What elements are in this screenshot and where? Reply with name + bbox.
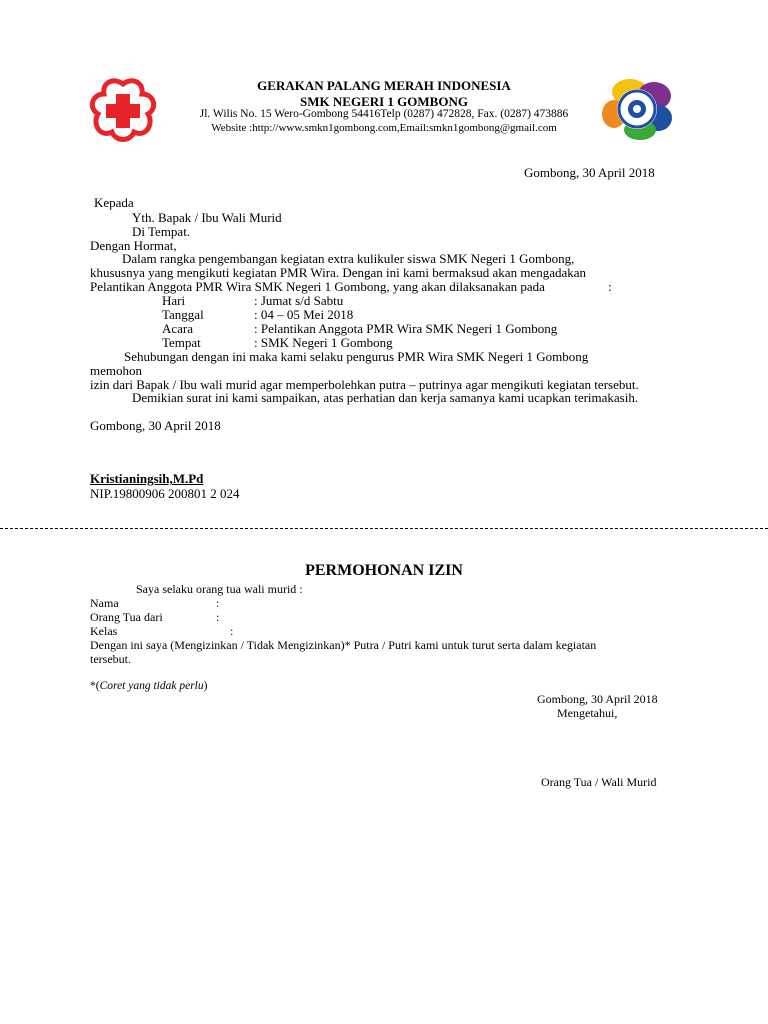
field-colon-name: : bbox=[216, 596, 220, 610]
detail-value-event: : Pelantikan Anggota PMR Wira SMK Negeri 1 Gombong bbox=[254, 321, 558, 336]
paragraph-1-colon: : bbox=[608, 279, 612, 294]
paragraph-1-line-3: Pelantikan Anggota PMR Wira SMK Negeri 1 Gombong, yang akan dilaksanakan pada bbox=[90, 279, 545, 294]
cut-line-divider bbox=[0, 528, 768, 529]
closing-line: Demikian surat ini kami sampaikan, atas perhatian dan kerja samanya kami ucapkan terimakasih. bbox=[132, 390, 639, 405]
pmi-logo-icon bbox=[88, 76, 158, 142]
field-label-name: Nama bbox=[90, 596, 119, 610]
school-website: Website :http://www.smkn1gombong.com,Email:smkn1gombong@gmail.com bbox=[211, 122, 557, 134]
recipient-place: Di Tempat. bbox=[132, 224, 191, 239]
paragraph-2-line-2: memohon bbox=[90, 363, 142, 378]
detail-value-date: : 04 – 05 Mei 2018 bbox=[254, 307, 354, 322]
statement-line-1: Dengan ini saya (Mengizinkan / Tidak Mengizinkan)* Putra / Putri kami untuk turut serta dalam kegiatan bbox=[90, 638, 597, 652]
paragraph-2-line-3: izin dari Bapak / Ibu wali murid agar memperbolehkan putra – putrinya agar mengikuti kegiatan tersebut. bbox=[90, 377, 639, 392]
school-name: SMK NEGERI 1 GOMBONG bbox=[300, 94, 468, 109]
parent-signature-label: Orang Tua / Wali Murid bbox=[541, 775, 657, 789]
greeting: Dengan Hormat, bbox=[90, 238, 177, 253]
strike-note bbox=[90, 679, 207, 693]
field-label-parent-of: Orang Tua dari bbox=[90, 610, 163, 624]
form-intro: Saya selaku orang tua wali murid : bbox=[136, 582, 303, 596]
field-colon-class: : bbox=[230, 624, 234, 638]
form-title: PERMOHONAN IZIN bbox=[305, 562, 463, 579]
detail-label-date: Tanggal bbox=[162, 307, 204, 322]
field-label-class: Kelas bbox=[90, 624, 118, 638]
paragraph-1-line-2: khususnya yang mengikuti kegiatan PMR Wira. Dengan ini kami bermaksud akan mengadakan bbox=[90, 265, 587, 280]
detail-value-place: : SMK Negeri 1 Gombong bbox=[254, 335, 393, 350]
field-colon-parent-of: : bbox=[216, 610, 220, 624]
form-date: Gombong, 30 April 2018 bbox=[537, 692, 658, 706]
to-label: Kepada bbox=[94, 195, 134, 210]
letter-date: Gombong, 30 April 2018 bbox=[524, 165, 655, 180]
note-close: ) bbox=[203, 680, 208, 692]
detail-label-place: Tempat bbox=[162, 335, 201, 350]
signer-nip: NIP.19800906 200801 2 024 bbox=[90, 486, 240, 501]
note-open: *( bbox=[90, 680, 100, 692]
signer-name: Kristianingsih,M.Pd bbox=[90, 471, 204, 486]
school-logo-icon bbox=[600, 74, 674, 140]
sign-date: Gombong, 30 April 2018 bbox=[90, 418, 221, 433]
detail-label-day: Hari bbox=[162, 293, 186, 308]
org-name: GERAKAN PALANG MERAH INDONESIA bbox=[257, 78, 511, 93]
recipient: Yth. Bapak / Ibu Wali Murid bbox=[132, 210, 282, 225]
school-address: Jl. Wilis No. 15 Wero-Gombong 54416Telp (0287) 472828, Fax. (0287) 473886 bbox=[199, 108, 569, 120]
note-italic-text: Coret yang tidak perlu bbox=[99, 680, 204, 692]
acknowledged-label: Mengetahui, bbox=[557, 706, 618, 720]
detail-value-day: : Jumat s/d Sabtu bbox=[254, 293, 344, 308]
paragraph-2-line-1: Sehubungan dengan ini maka kami selaku pengurus PMR Wira SMK Negeri 1 Gombong bbox=[124, 349, 589, 364]
paragraph-1-line-1: Dalam rangka pengembangan kegiatan extra kulikuler siswa SMK Negeri 1 Gombong, bbox=[122, 251, 575, 266]
detail-label-event: Acara bbox=[162, 321, 194, 336]
statement-line-2: tersebut. bbox=[90, 652, 131, 666]
